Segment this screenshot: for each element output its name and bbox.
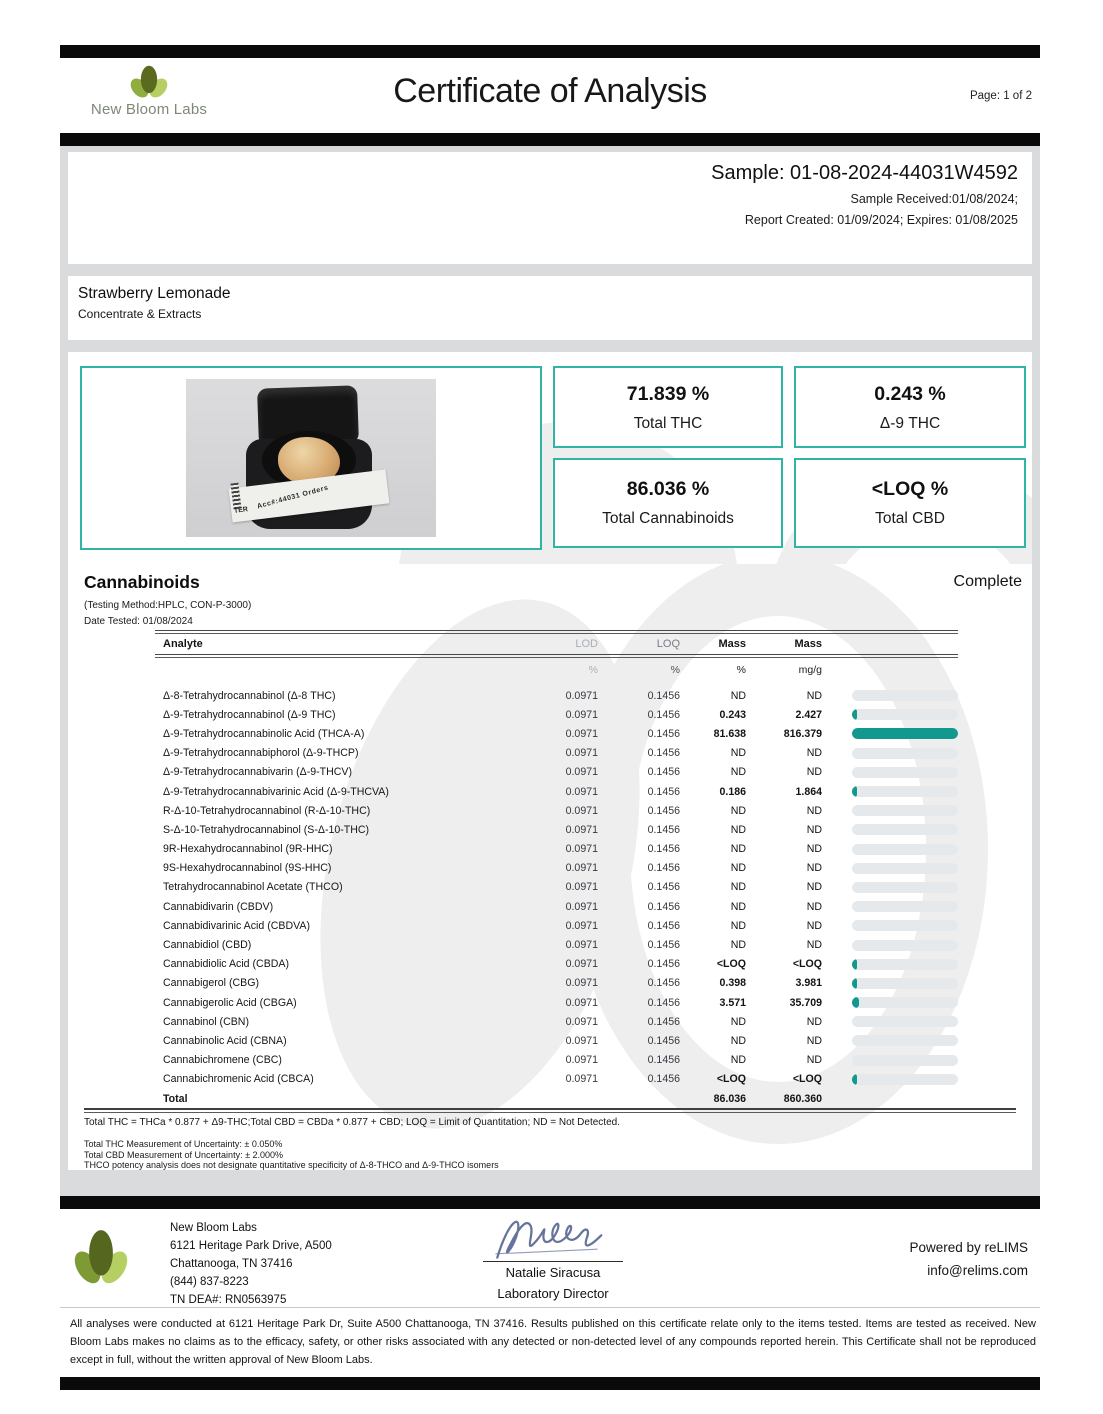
top-rule-bar (60, 45, 1040, 58)
loq-value: 0.1456 (647, 996, 680, 1009)
loq-value: 0.1456 (647, 708, 680, 721)
mass-pct-value: ND (730, 939, 746, 952)
document-title: Certificate of Analysis (393, 72, 707, 110)
signature-line (483, 1261, 623, 1262)
mass-bar-track (852, 805, 958, 816)
mass-pct-value: ND (730, 919, 746, 932)
unit-mass-mgg: mg/g (798, 664, 822, 676)
lod-value: 0.0971 (565, 747, 598, 760)
footer-lab-name: New Bloom Labs (170, 1222, 257, 1234)
mass-mgg-value: ND (806, 1015, 822, 1028)
table-row (155, 993, 958, 1012)
mass-mgg-value: ND (806, 1054, 822, 1067)
analyte-name: Δ-8-Tetrahydrocannabinol (Δ-8 THC) (163, 689, 336, 702)
mass-mgg-value: ND (806, 900, 822, 913)
mass-bar-fill (852, 786, 857, 797)
analyte-name: Δ-9-Tetrahydrocannabivarin (Δ-9-THCV) (163, 766, 353, 779)
table-row (155, 935, 958, 954)
table-row (155, 744, 958, 763)
lims-email: info@relims.com (927, 1262, 1028, 1278)
loq-value: 0.1456 (647, 823, 680, 836)
mass-mgg-value: 3.981 (795, 977, 822, 990)
lod-value: 0.0971 (565, 689, 598, 702)
bottom-rule-bar (60, 1377, 1040, 1390)
mass-bar-track (852, 1074, 958, 1085)
mass-bar-fill (852, 959, 857, 970)
loq-value: 0.1456 (647, 862, 680, 875)
table-units-row (155, 658, 958, 682)
mass-bar-track (852, 728, 958, 739)
mass-bar-track (852, 959, 958, 970)
loq-value: 0.1456 (647, 1034, 680, 1047)
mass-bar-fill (852, 709, 857, 720)
mass-bar-track (852, 978, 958, 989)
mass-mgg-value: ND (806, 881, 822, 894)
mass-bar-fill (852, 728, 958, 739)
mass-bar-track (852, 690, 958, 701)
total-thc-value: 71.839 % (626, 383, 710, 405)
delta9-thc-value: 0.243 % (874, 383, 946, 405)
content-region (60, 146, 1040, 1196)
mass-bar-track (852, 709, 958, 720)
mass-mgg-value: 35.709 (789, 996, 822, 1009)
loq-value: 0.1456 (647, 1015, 680, 1028)
analyte-name: Cannabidiolic Acid (CBDA) (163, 958, 290, 971)
total-mass-mgg: 860.360 (783, 1092, 822, 1105)
lod-value: 0.0971 (565, 785, 598, 798)
footer-address1: 6121 Heritage Park Drive, A500 (170, 1240, 332, 1253)
unit-lod: % (588, 664, 598, 676)
total-mass-pct: 86.036 (713, 1092, 746, 1105)
mass-mgg-value: ND (806, 823, 822, 836)
analyte-name: Δ-9-Tetrahydrocannabinol (Δ-9 THC) (163, 708, 336, 721)
mass-pct-value: ND (730, 689, 746, 702)
mass-bar-track (852, 863, 958, 874)
table-row (155, 763, 958, 782)
analyte-name: Cannabichromenic Acid (CBCA) (163, 1073, 314, 1086)
table-row (155, 782, 958, 801)
table-row (155, 859, 958, 878)
analyte-name: Δ-9-Tetrahydrocannabiphorol (Δ-9-THCP) (163, 747, 359, 760)
delta9-thc-box (794, 366, 1026, 448)
mass-pct-value: ND (730, 900, 746, 913)
product-info-box (68, 276, 1032, 340)
loq-value: 0.1456 (647, 958, 680, 971)
mass-pct-value: ND (730, 1054, 746, 1067)
mass-pct-value: <LOQ (716, 958, 746, 971)
table-row (155, 878, 958, 897)
mass-mgg-value: 816.379 (783, 727, 822, 740)
lod-value: 0.0971 (565, 766, 598, 779)
table-row (155, 1012, 958, 1031)
analyte-name: Cannabidivarinic Acid (CBDVA) (163, 919, 310, 932)
lod-value: 0.0971 (565, 1073, 598, 1086)
mass-bar-track (852, 786, 958, 797)
section-status: Complete (953, 573, 1022, 590)
analyte-name: 9R-Hexahydrocannabinol (9R-HHC) (163, 843, 333, 856)
mass-pct-value: ND (730, 862, 746, 875)
sample-info-box (68, 152, 1032, 264)
analyte-name: Δ-9-Tetrahydrocannabinolic Acid (THCA-A) (163, 727, 365, 740)
mass-bar-track (852, 1016, 958, 1027)
signature-scribble (488, 1211, 618, 1267)
footer-lab-logo (70, 1223, 132, 1294)
total-cbd-box (794, 458, 1026, 548)
lod-value: 0.0971 (565, 900, 598, 913)
lod-value: 0.0971 (565, 977, 598, 990)
lod-value: 0.0971 (565, 1034, 598, 1047)
mass-pct-value: ND (730, 843, 746, 856)
lod-value: 0.0971 (565, 708, 598, 721)
loq-value: 0.1456 (647, 1054, 680, 1067)
table-row (155, 820, 958, 839)
analyte-name: Cannabigerolic Acid (CBGA) (163, 996, 297, 1009)
table-row (155, 1031, 958, 1050)
mass-bar-track (852, 997, 958, 1008)
loq-value: 0.1456 (647, 785, 680, 798)
table-row (155, 724, 958, 743)
mass-pct-value: ND (730, 766, 746, 779)
disclaimer-text: All analyses were conducted at 6121 Heritage Park Dr, Suite A500 Chattanooga, TN 37416. Results published on this certificate relate only to the items tested. Items are tested as received. New Bloom Labs makes no claims as to the efficacy, safety, or other risks associated with any detected or non-detected level of any compounds reported herein. This Certificate shall not be reproduced except in full, without the written approval of New Bloom Labs. (70, 1318, 1036, 1366)
note-thc: Total THC Measurement of Uncertainty: ± 0.050% (84, 1139, 283, 1149)
mass-bar-track (852, 824, 958, 835)
cannabinoid-table (155, 630, 958, 1109)
cannabinoids-section (68, 564, 1032, 1170)
mass-bar-track (852, 1055, 958, 1066)
footer-divider (60, 1307, 1040, 1308)
col-mass-mgg: Mass (794, 638, 822, 650)
total-cannabinoids-value: 86.036 % (626, 478, 710, 500)
note-cbd: Total CBD Measurement of Uncertainty: ± 2.000% (84, 1149, 284, 1160)
mass-pct-value: ND (730, 881, 746, 894)
total-cbd-label: Total CBD (875, 510, 945, 527)
lab-brand-name: New Bloom Labs (90, 101, 208, 118)
table-row (155, 686, 958, 705)
analyte-name: Δ-9-Tetrahydrocannabivarinic Acid (Δ-9-THCVA) (163, 785, 389, 798)
table-header-row (155, 634, 958, 654)
uncertainty-notes (84, 1139, 499, 1170)
loq-value: 0.1456 (647, 766, 680, 779)
table-row (155, 1051, 958, 1070)
loq-value: 0.1456 (647, 900, 680, 913)
mass-mgg-value: ND (806, 843, 822, 856)
jar-label-text: Acc#:44031 Orders (256, 484, 330, 511)
mass-bar-track (852, 844, 958, 855)
mass-mgg-value: ND (806, 689, 822, 702)
loq-value: 0.1456 (647, 843, 680, 856)
testing-method: (Testing Method:HPLC, CON-P-3000) (84, 600, 252, 611)
table-row (155, 840, 958, 859)
mass-pct-value: 3.571 (719, 996, 746, 1009)
sample-photo (186, 379, 436, 537)
total-cbd-value: <LOQ % (871, 478, 949, 500)
lod-value: 0.0971 (565, 996, 598, 1009)
footer-phone: (844) 837-8223 (170, 1276, 249, 1289)
analyte-name: Cannabigerol (CBG) (163, 977, 259, 990)
mass-pct-value: ND (730, 1015, 746, 1028)
mass-mgg-value: ND (806, 939, 822, 952)
mass-mgg-value: ND (806, 804, 822, 817)
lims-info-block (909, 1237, 1028, 1283)
table-row (155, 955, 958, 974)
lod-value: 0.0971 (565, 823, 598, 836)
mass-mgg-value: ND (806, 1034, 822, 1047)
mass-pct-value: ND (730, 823, 746, 836)
mass-mgg-value: <LOQ (792, 1073, 822, 1086)
loq-value: 0.1456 (647, 881, 680, 894)
mass-bar-track (852, 940, 958, 951)
mass-mgg-value: ND (806, 766, 822, 779)
analyte-name: Tetrahydrocannabinol Acetate (THCO) (163, 881, 343, 894)
document-footer (60, 1209, 1040, 1307)
mass-mgg-value: <LOQ (792, 958, 822, 971)
col-loq: LOQ (656, 638, 680, 650)
loq-value: 0.1456 (647, 939, 680, 952)
mass-pct-value: 0.398 (719, 977, 746, 990)
lod-value: 0.0971 (565, 939, 598, 952)
mass-bar-track (852, 882, 958, 893)
footer-rule-bar (60, 1196, 1040, 1209)
analyte-name: Cannabichromene (CBC) (163, 1054, 282, 1067)
mass-pct-value: ND (730, 804, 746, 817)
sample-id: Sample: 01-08-2024-44031W4592 (711, 162, 1018, 184)
unit-loq: % (670, 664, 680, 676)
loq-value: 0.1456 (647, 1073, 680, 1086)
lod-value: 0.0971 (565, 919, 598, 932)
mass-bar-track (852, 748, 958, 759)
sample-photo-box (80, 366, 542, 550)
analyte-name: 9S-Hexahydrocannabinol (9S-HHC) (163, 862, 332, 875)
loq-value: 0.1456 (647, 747, 680, 760)
table-row (155, 705, 958, 724)
delta9-thc-label: Δ-9 THC (879, 415, 941, 432)
header-rule-bar (60, 133, 1040, 146)
lod-value: 0.0971 (565, 862, 598, 875)
lod-value: 0.0971 (565, 958, 598, 971)
mass-pct-value: <LOQ (716, 1073, 746, 1086)
table-footnote: Total THC = THCa * 0.877 + Δ9-THC;Total CBD = CBDa * 0.877 + CBD; LOQ = Limit of Quantitation; ND = Not Detected. (84, 1117, 620, 1128)
analyte-name: Cannabidivarin (CBDV) (163, 900, 274, 913)
mass-mgg-value: 1.864 (795, 785, 822, 798)
loq-value: 0.1456 (647, 919, 680, 932)
analyte-name: Cannabidiol (CBD) (163, 939, 252, 952)
lod-value: 0.0971 (565, 881, 598, 894)
leaf-logo-icon (70, 1223, 132, 1289)
signature-block (468, 1211, 638, 1301)
loq-value: 0.1456 (647, 804, 680, 817)
loq-value: 0.1456 (647, 727, 680, 740)
mass-mgg-value: ND (806, 747, 822, 760)
mass-bar-fill (852, 978, 857, 989)
lod-value: 0.0971 (565, 843, 598, 856)
page-indicator: Page: 1 of 2 (969, 90, 1032, 102)
footer-address2: Chattanooga, TN 37416 (170, 1258, 293, 1271)
mass-pct-value: ND (730, 747, 746, 760)
mass-pct-value: 0.243 (719, 708, 746, 721)
mass-pct-value: ND (730, 1034, 746, 1047)
section-title: Cannabinoids (84, 572, 200, 592)
table-row (155, 1070, 958, 1089)
lod-value: 0.0971 (565, 804, 598, 817)
loq-value: 0.1456 (647, 689, 680, 702)
table-row (155, 974, 958, 993)
mass-bar-track (852, 1035, 958, 1046)
total-cannabinoids-label: Total Cannabinoids (602, 510, 734, 527)
mass-bar-track (852, 920, 958, 931)
col-mass-pct: Mass (718, 638, 746, 650)
analyte-name: Cannabinol (CBN) (163, 1015, 249, 1028)
signer-name: Natalie Siracusa (505, 1265, 601, 1280)
mass-mgg-value: ND (806, 919, 822, 932)
mass-mgg-value: ND (806, 862, 822, 875)
total-cannabinoids-box (553, 458, 783, 548)
table-row (155, 916, 958, 935)
footer-dea: TN DEA#: RN0563975 (170, 1294, 287, 1307)
col-lod: LOD (575, 638, 598, 650)
product-name: Strawberry Lemonade (78, 285, 231, 302)
product-category: Concentrate & Extracts (78, 307, 202, 321)
table-row (155, 897, 958, 916)
lod-value: 0.0971 (565, 727, 598, 740)
powered-by: Powered by reLIMS (909, 1240, 1028, 1255)
date-tested: Date Tested: 01/08/2024 (84, 616, 193, 627)
total-thc-box (553, 366, 783, 448)
analyte-name: S-Δ-10-Tetrahydrocannabinol (S-Δ-10-THC) (163, 823, 370, 836)
unit-mass-pct: % (736, 664, 746, 676)
lod-value: 0.0971 (565, 1015, 598, 1028)
document-header (60, 58, 1040, 133)
mass-pct-value: 0.186 (719, 785, 746, 798)
jar-label-fragment: TER (233, 506, 249, 515)
table-total-row (155, 1089, 958, 1109)
total-label: Total (163, 1092, 188, 1105)
mass-bar-fill (852, 1074, 857, 1085)
mass-bar-fill (852, 997, 859, 1008)
table-row (155, 801, 958, 820)
table-rule-bottom (84, 1108, 1016, 1113)
loq-value: 0.1456 (647, 977, 680, 990)
results-summary-panel (68, 352, 1032, 564)
mass-bar-track (852, 901, 958, 912)
total-thc-label: Total THC (633, 415, 703, 432)
analyte-name: Cannabinolic Acid (CBNA) (163, 1034, 287, 1047)
mass-bar-track (852, 767, 958, 778)
signer-title: Laboratory Director (497, 1286, 609, 1301)
report-dates: Report Created: 01/09/2024; Expires: 01/08/2025 (744, 213, 1018, 227)
mass-mgg-value: 2.427 (795, 708, 822, 721)
cannabinoid-table-body (155, 686, 958, 1089)
col-analyte: Analyte (163, 638, 203, 650)
mass-pct-value: 81.638 (713, 727, 746, 740)
analyte-name: R-Δ-10-Tetrahydrocannabinol (R-Δ-10-THC) (163, 804, 371, 817)
note-thco: THCO potency analysis does not designate quantitative specificity of Δ-8-THCO and Δ-9-THCO isomers (84, 1160, 499, 1170)
lab-address-block (170, 1219, 332, 1309)
sample-received: Sample Received:01/08/2024; (850, 192, 1018, 206)
lod-value: 0.0971 (565, 1054, 598, 1067)
